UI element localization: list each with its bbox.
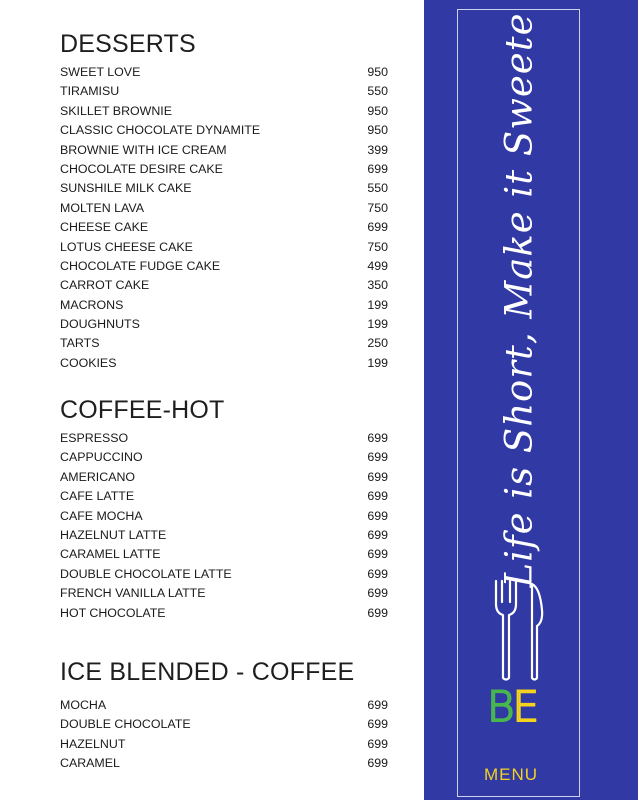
menu-item-price: 699 [367, 220, 388, 235]
menu-item-name: MOCHA [60, 698, 107, 712]
menu-item-price: 699 [367, 717, 388, 732]
menu-item-price: 550 [367, 181, 388, 196]
menu-item [60, 257, 388, 276]
menu-item-name: CARROT CAKE [60, 278, 150, 293]
menu-item [60, 487, 388, 506]
menu-item-price: 699 [367, 161, 388, 176]
fork-icon [496, 581, 516, 680]
section-coffee-hot [60, 396, 388, 623]
be-logo-e: E [512, 682, 538, 731]
menu-item-price: 699 [367, 489, 388, 504]
menu-item-name: SKILLET BROWNIE [60, 103, 173, 118]
menu-label: MENU [484, 765, 539, 784]
menu-item [60, 334, 388, 353]
menu-item [60, 121, 388, 140]
menu-item-name: SWEET LOVE [60, 65, 141, 79]
menu-item [60, 754, 388, 773]
menu-item-price: 699 [367, 605, 388, 620]
menu-item-price: 699 [367, 527, 388, 542]
menu-item-name: LOTUS CHEESE CAKE [60, 239, 193, 254]
menu-item [60, 276, 388, 295]
menu-item-name: HAZELNUT [60, 736, 126, 751]
menu-item [60, 218, 388, 237]
menu-item-name: CAFE MOCHA [60, 508, 143, 523]
menu-item [60, 584, 388, 603]
utensils-icon [490, 578, 550, 682]
menu-item-name: CLASSIC CHOCOLATE DYNAMITE [60, 123, 261, 138]
menu-item-name: HOT CHOCOLATE [60, 605, 166, 620]
menu-item-name: TIRAMISU [60, 84, 120, 99]
menu-item [60, 735, 388, 754]
ice-blended-coffee-list [60, 696, 388, 774]
menu-item-name: COOKIES [60, 355, 117, 370]
menu-item-name: CAFE LATTE [60, 489, 135, 504]
menu-item-name: CHOCOLATE DESIRE CAKE [60, 161, 223, 176]
menu-item-price: 699 [367, 586, 388, 601]
menu-item-price: 699 [367, 508, 388, 523]
menu-item-name: CAPPUCCINO [60, 450, 143, 465]
menu-item [60, 199, 388, 218]
menu-item-name: AMERICANO [60, 469, 136, 484]
section-ice-blended-coffee [60, 658, 388, 774]
menu-item [60, 468, 388, 487]
menu-item [60, 526, 388, 545]
menu-item [60, 507, 388, 526]
menu-item-price: 499 [367, 258, 388, 273]
menu-item [60, 565, 388, 584]
menu-item-price: 699 [367, 547, 388, 562]
menu-item-price: 699 [367, 566, 388, 581]
menu-item [60, 160, 388, 179]
knife-icon [532, 584, 542, 680]
menu-item [60, 102, 388, 121]
menu-item [60, 63, 388, 82]
section-title-desserts: DESSERTS [60, 30, 196, 58]
menu-item-name: BROWNIE WITH ICE CREAM [60, 142, 227, 157]
coffee-hot-list [60, 429, 388, 623]
menu-item [60, 448, 388, 467]
menu-item [60, 141, 388, 160]
menu-item-price: 950 [367, 123, 388, 138]
menu-item-name: FRENCH VANILLA LATTE [60, 586, 206, 601]
menu-item-price: 750 [367, 200, 388, 215]
menu-item [60, 238, 388, 257]
menu-item [60, 429, 388, 448]
be-logo [487, 682, 538, 731]
menu-item [60, 315, 388, 334]
menu-item-name: TARTS [60, 336, 100, 351]
desserts-list [60, 63, 388, 373]
menu-item-name: CARAMEL LATTE [60, 547, 161, 562]
menu-item-name: MACRONS [60, 297, 124, 312]
menu-item-name: CARAMEL [60, 756, 120, 771]
menu-item-price: 699 [367, 431, 388, 445]
menu-item [60, 696, 388, 715]
menu-item-price: 699 [367, 450, 388, 465]
menu-item-price: 399 [367, 142, 388, 157]
menu-item-name: HAZELNUT LATTE [60, 527, 167, 542]
menu-item-price: 699 [367, 736, 388, 751]
menu-item-price: 350 [367, 278, 388, 293]
menu-item-name: DOUGHNUTS [60, 317, 140, 332]
menu-item-price: 199 [367, 297, 388, 312]
menu-item-price: 250 [367, 336, 388, 351]
section-desserts [60, 30, 388, 373]
menu-item-price: 950 [367, 103, 388, 118]
menu-item [60, 82, 388, 101]
menu-item-name: DOUBLE CHOCOLATE LATTE [60, 566, 232, 581]
menu-item-price: 699 [367, 756, 388, 771]
menu-item-name: ESPRESSO [60, 431, 129, 445]
menu-item-price: 699 [367, 469, 388, 484]
menu-item [60, 179, 388, 198]
menu-item-name: MOLTEN LAVA [60, 200, 144, 215]
menu-item-price: 199 [367, 355, 388, 370]
menu-item [60, 604, 388, 623]
menu-item [60, 296, 388, 315]
menu-item-price: 750 [367, 239, 388, 254]
be-logo-b: B [487, 682, 513, 731]
menu-item-price: 699 [367, 698, 388, 712]
menu-item-name: SUNSHILE MILK CAKE [60, 181, 192, 196]
menu-item-price: 199 [367, 317, 388, 332]
menu-item-name: CHOCOLATE FUDGE CAKE [60, 258, 221, 273]
menu-item-name: CHEESE CAKE [60, 220, 149, 235]
sidebar-slogan: Life is Short, Make it Sweete [497, 12, 541, 588]
menu-item [60, 545, 388, 564]
menu-item [60, 715, 388, 734]
menu-item-price: 950 [367, 65, 388, 79]
menu-item-price: 550 [367, 84, 388, 99]
section-title-ice-blended-coffee: ICE BLENDED - COFFEE [60, 658, 355, 686]
menu-item-name: DOUBLE CHOCOLATE [60, 717, 191, 732]
section-title-coffee-hot: COFFEE-HOT [60, 396, 225, 424]
menu-item [60, 354, 388, 373]
